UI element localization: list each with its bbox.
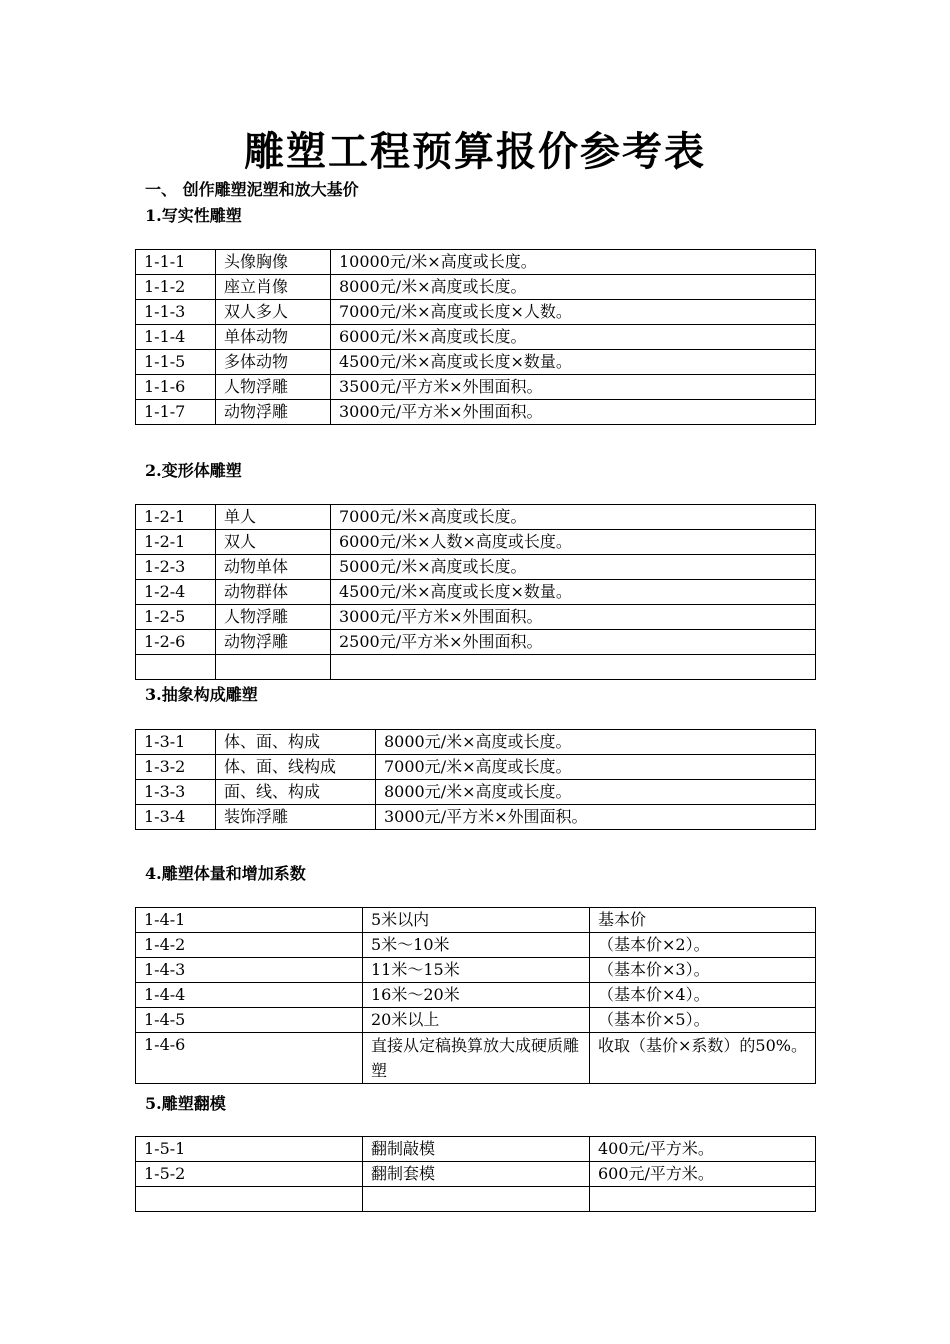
- table-row: [136, 730, 816, 755]
- price-cell: （基本价×4）。: [590, 983, 816, 1008]
- price-cell: 7000元/米×高度或长度。: [331, 505, 816, 530]
- code-cell: 1-1-3: [136, 300, 216, 325]
- table-body: [136, 1137, 816, 1212]
- price-cell: 2500元/平方米×外围面积。: [331, 630, 816, 655]
- table-row: [136, 655, 816, 680]
- item-cell: 体、面、线构成: [216, 755, 376, 780]
- price-cell: 8000元/米×高度或长度。: [331, 275, 816, 300]
- item-cell: 动物群体: [216, 580, 331, 605]
- code-cell: [136, 1187, 363, 1212]
- group-heading-4: 4.雕塑体量和增加系数: [145, 864, 306, 883]
- item-cell: 11米～15米: [363, 958, 590, 983]
- code-cell: 1-3-4: [136, 805, 216, 830]
- price-cell: （基本价×5）。: [590, 1008, 816, 1033]
- item-cell: 座立肖像: [216, 275, 331, 300]
- code-cell: 1-1-5: [136, 350, 216, 375]
- item-cell: 20米以上: [363, 1008, 590, 1033]
- price-cell: 600元/平方米。: [590, 1162, 816, 1187]
- page-title: 雕塑工程预算报价参考表: [244, 128, 706, 175]
- table-body: [136, 505, 816, 680]
- price-cell: 400元/平方米。: [590, 1137, 816, 1162]
- price-cell: 4500元/米×高度或长度×数量。: [331, 580, 816, 605]
- table-row: [136, 908, 816, 933]
- item-cell: 5米以内: [363, 908, 590, 933]
- item-cell: 头像胸像: [216, 250, 331, 275]
- group-heading-5: 5.雕塑翻模: [145, 1094, 226, 1113]
- price-cell: 收取（基价×系数）的50%。: [590, 1033, 816, 1084]
- table-row: [136, 958, 816, 983]
- group-heading-2: 2.变形体雕塑: [145, 461, 242, 480]
- table-row: [136, 1137, 816, 1162]
- code-cell: 1-2-1: [136, 505, 216, 530]
- price-cell: 6000元/米×高度或长度。: [331, 325, 816, 350]
- section-heading: 一、 创作雕塑泥塑和放大基价: [145, 180, 359, 199]
- item-cell: [363, 1187, 590, 1212]
- price-cell: 10000元/米×高度或长度。: [331, 250, 816, 275]
- table-row: [136, 580, 816, 605]
- item-cell: [216, 655, 331, 680]
- price-cell: 3000元/平方米×外围面积。: [331, 400, 816, 425]
- code-cell: 1-4-6: [136, 1033, 363, 1084]
- code-cell: 1-4-1: [136, 908, 363, 933]
- code-cell: 1-4-2: [136, 933, 363, 958]
- price-cell: 3000元/平方米×外围面积。: [376, 805, 816, 830]
- table-row: [136, 325, 816, 350]
- table-row: [136, 1187, 816, 1212]
- item-cell: 动物单体: [216, 555, 331, 580]
- code-cell: 1-5-2: [136, 1162, 363, 1187]
- item-cell: 双人: [216, 530, 331, 555]
- code-cell: [136, 655, 216, 680]
- table-body: [136, 908, 816, 1084]
- item-cell: 5米～10米: [363, 933, 590, 958]
- item-cell: 直接从定稿换算放大成硬质雕塑: [363, 1033, 590, 1084]
- table-row: [136, 555, 816, 580]
- table-deformed: [135, 504, 816, 680]
- table-row: [136, 1162, 816, 1187]
- item-cell: 翻制套模: [363, 1162, 590, 1187]
- table-row: [136, 530, 816, 555]
- table-realistic: [135, 249, 816, 425]
- code-cell: 1-3-1: [136, 730, 216, 755]
- code-cell: 1-1-4: [136, 325, 216, 350]
- item-cell: 16米～20米: [363, 983, 590, 1008]
- price-cell: 6000元/米×人数×高度或长度。: [331, 530, 816, 555]
- code-cell: 1-2-5: [136, 605, 216, 630]
- code-cell: 1-1-1: [136, 250, 216, 275]
- table-row: [136, 505, 816, 530]
- table-row: [136, 1033, 816, 1084]
- code-cell: 1-2-4: [136, 580, 216, 605]
- item-cell: 人物浮雕: [216, 605, 331, 630]
- table-row: [136, 400, 816, 425]
- price-cell: 3000元/平方米×外围面积。: [331, 605, 816, 630]
- item-cell: 单体动物: [216, 325, 331, 350]
- price-cell: 4500元/米×高度或长度×数量。: [331, 350, 816, 375]
- code-cell: 1-2-3: [136, 555, 216, 580]
- table-abstract: [135, 729, 816, 830]
- item-cell: 双人多人: [216, 300, 331, 325]
- price-cell: 8000元/米×高度或长度。: [376, 730, 816, 755]
- price-cell: （基本价×2）。: [590, 933, 816, 958]
- item-cell: 单人: [216, 505, 331, 530]
- item-cell: 面、线、构成: [216, 780, 376, 805]
- table-body: [136, 250, 816, 425]
- table-row: [136, 350, 816, 375]
- table-row: [136, 1008, 816, 1033]
- price-cell: （基本价×3）。: [590, 958, 816, 983]
- price-cell: 3500元/平方米×外围面积。: [331, 375, 816, 400]
- price-cell: [590, 1187, 816, 1212]
- code-cell: 1-1-2: [136, 275, 216, 300]
- item-cell: 动物浮雕: [216, 400, 331, 425]
- price-cell: [331, 655, 816, 680]
- price-cell: 7000元/米×高度或长度。: [376, 755, 816, 780]
- price-cell: 基本价: [590, 908, 816, 933]
- table-row: [136, 300, 816, 325]
- code-cell: 1-1-6: [136, 375, 216, 400]
- table-row: [136, 755, 816, 780]
- table-row: [136, 375, 816, 400]
- code-cell: 1-2-1: [136, 530, 216, 555]
- table-row: [136, 630, 816, 655]
- item-cell: 装饰浮雕: [216, 805, 376, 830]
- code-cell: 1-3-3: [136, 780, 216, 805]
- item-cell: 体、面、构成: [216, 730, 376, 755]
- table-mold: [135, 1136, 816, 1212]
- code-cell: 1-4-5: [136, 1008, 363, 1033]
- table-row: [136, 933, 816, 958]
- table-row: [136, 250, 816, 275]
- code-cell: 1-5-1: [136, 1137, 363, 1162]
- code-cell: 1-4-3: [136, 958, 363, 983]
- table-row: [136, 605, 816, 630]
- item-cell: 多体动物: [216, 350, 331, 375]
- code-cell: 1-1-7: [136, 400, 216, 425]
- price-cell: 7000元/米×高度或长度×人数。: [331, 300, 816, 325]
- table-row: [136, 275, 816, 300]
- group-heading-3: 3.抽象构成雕塑: [145, 685, 258, 704]
- item-cell: 人物浮雕: [216, 375, 331, 400]
- price-cell: 5000元/米×高度或长度。: [331, 555, 816, 580]
- group-heading-1: 1.写实性雕塑: [145, 206, 242, 225]
- code-cell: 1-3-2: [136, 755, 216, 780]
- table-row: [136, 983, 816, 1008]
- table-row: [136, 780, 816, 805]
- table-body: [136, 730, 816, 830]
- item-cell: 翻制敲模: [363, 1137, 590, 1162]
- item-cell: 动物浮雕: [216, 630, 331, 655]
- price-cell: 8000元/米×高度或长度。: [376, 780, 816, 805]
- table-scale-factor: [135, 907, 816, 1084]
- code-cell: 1-4-4: [136, 983, 363, 1008]
- table-row: [136, 805, 816, 830]
- code-cell: 1-2-6: [136, 630, 216, 655]
